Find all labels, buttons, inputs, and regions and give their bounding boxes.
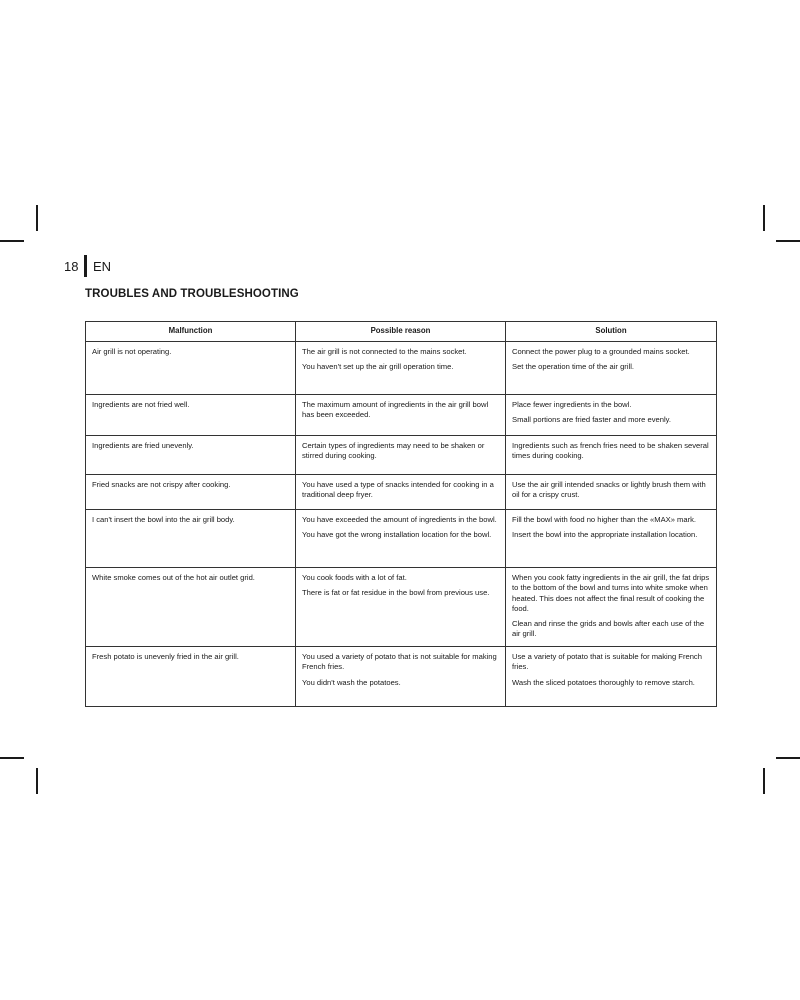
crop-mark-top-right-horizontal bbox=[776, 240, 800, 242]
malfunction-text: White smoke comes out of the hot air outlet grid. bbox=[92, 573, 255, 582]
crop-mark-bottom-left-horizontal bbox=[0, 757, 24, 759]
solution-cell bbox=[506, 395, 717, 436]
crop-mark-top-left-horizontal bbox=[0, 240, 24, 242]
reason-text: You didn't wash the potatoes. bbox=[302, 677, 401, 687]
troubleshooting-table bbox=[85, 321, 717, 707]
table-row bbox=[86, 436, 717, 475]
solution-text: Insert the bowl into the appropriate installation location. bbox=[512, 530, 698, 540]
column-header-malfunction: Malfunction bbox=[86, 322, 296, 342]
reason-cell bbox=[296, 342, 506, 395]
malfunction-cell bbox=[86, 568, 296, 647]
reason-cell bbox=[296, 395, 506, 436]
malfunction-cell bbox=[86, 395, 296, 436]
solution-text: Ingredients such as french fries need to be shaken several times during cooking. bbox=[512, 441, 709, 461]
malfunction-text: Ingredients are fried unevenly. bbox=[92, 441, 194, 450]
solution-cell bbox=[506, 475, 717, 510]
crop-mark-bottom-left-vertical bbox=[36, 768, 38, 794]
crop-mark-top-right-vertical bbox=[763, 205, 765, 231]
solution-text: Wash the sliced potatoes thoroughly to remove starch. bbox=[512, 677, 695, 687]
reason-text: You have used a type of snacks intended for cooking in a traditional deep fryer. bbox=[302, 480, 494, 500]
column-header-solution: Solution bbox=[506, 322, 717, 342]
solution-text: Small portions are fried faster and more evenly. bbox=[512, 415, 671, 425]
solution-text: When you cook fatty ingredients in the air grill, the fat drips to the bottom of the bowl and turns into white smoke when heated. This does not affect the final result of cooking the food. bbox=[512, 573, 710, 613]
reason-text: You have got the wrong installation location for the bowl. bbox=[302, 530, 492, 540]
malfunction-cell bbox=[86, 510, 296, 568]
solution-text: Place fewer ingredients in the bowl. bbox=[512, 400, 632, 409]
reason-text: The maximum amount of ingredients in the air grill bowl has been exceeded. bbox=[302, 400, 489, 420]
malfunction-cell bbox=[86, 342, 296, 395]
page-language: EN bbox=[92, 258, 112, 274]
table-row bbox=[86, 475, 717, 510]
reason-cell bbox=[296, 475, 506, 510]
reason-cell bbox=[296, 647, 506, 707]
table-row bbox=[86, 568, 717, 647]
malfunction-text: I can't insert the bowl into the air grill body. bbox=[92, 515, 235, 524]
header-divider bbox=[84, 255, 87, 277]
malfunction-text: Fried snacks are not crispy after cooking. bbox=[92, 480, 231, 489]
solution-text: Connect the power plug to a grounded mains socket. bbox=[512, 347, 690, 356]
page-number: 18 bbox=[64, 258, 79, 274]
reason-text: You have exceeded the amount of ingredients in the bowl. bbox=[302, 515, 497, 524]
malfunction-cell bbox=[86, 436, 296, 475]
solution-text: Set the operation time of the air grill. bbox=[512, 362, 634, 372]
malfunction-text: Ingredients are not fried well. bbox=[92, 400, 190, 409]
section-title: TROUBLES AND TROUBLESHOOTING bbox=[85, 288, 299, 300]
solution-text: Use a variety of potato that is suitable for making French fries. bbox=[512, 652, 702, 672]
reason-text: You cook foods with a lot of fat. bbox=[302, 573, 407, 582]
table-row bbox=[86, 647, 717, 707]
reason-cell bbox=[296, 510, 506, 568]
malfunction-text: Fresh potato is unevenly fried in the air grill. bbox=[92, 652, 239, 661]
malfunction-cell bbox=[86, 475, 296, 510]
column-header-possible-reason: Possible reason bbox=[296, 322, 506, 342]
table-header-row bbox=[86, 322, 717, 342]
reason-text: Certain types of ingredients may need to be shaken or stirred during cooking. bbox=[302, 441, 485, 461]
table-row bbox=[86, 510, 717, 568]
reason-cell bbox=[296, 568, 506, 647]
solution-cell bbox=[506, 568, 717, 647]
solution-cell bbox=[506, 436, 717, 475]
crop-mark-top-left-vertical bbox=[36, 205, 38, 231]
table-row bbox=[86, 395, 717, 436]
solution-text: Fill the bowl with food no higher than the «MAX» mark. bbox=[512, 515, 697, 524]
crop-mark-bottom-right-vertical bbox=[763, 768, 765, 794]
crop-mark-bottom-right-horizontal bbox=[776, 757, 800, 759]
page-header bbox=[64, 255, 111, 277]
reason-text: You haven't set up the air grill operation time. bbox=[302, 362, 454, 372]
reason-text: There is fat or fat residue in the bowl from previous use. bbox=[302, 588, 490, 598]
solution-cell bbox=[506, 342, 717, 395]
reason-text: You used a variety of potato that is not suitable for making French fries. bbox=[302, 652, 497, 672]
solution-cell bbox=[506, 510, 717, 568]
solution-text: Use the air grill intended snacks or lightly brush them with oil for a crispy crust. bbox=[512, 480, 706, 500]
reason-cell bbox=[296, 436, 506, 475]
malfunction-text: Air grill is not operating. bbox=[92, 347, 172, 356]
malfunction-cell bbox=[86, 647, 296, 707]
table-row bbox=[86, 342, 717, 395]
reason-text: The air grill is not connected to the mains socket. bbox=[302, 347, 467, 356]
solution-text: Clean and rinse the grids and bowls after each use of the air grill. bbox=[512, 619, 705, 639]
solution-cell bbox=[506, 647, 717, 707]
